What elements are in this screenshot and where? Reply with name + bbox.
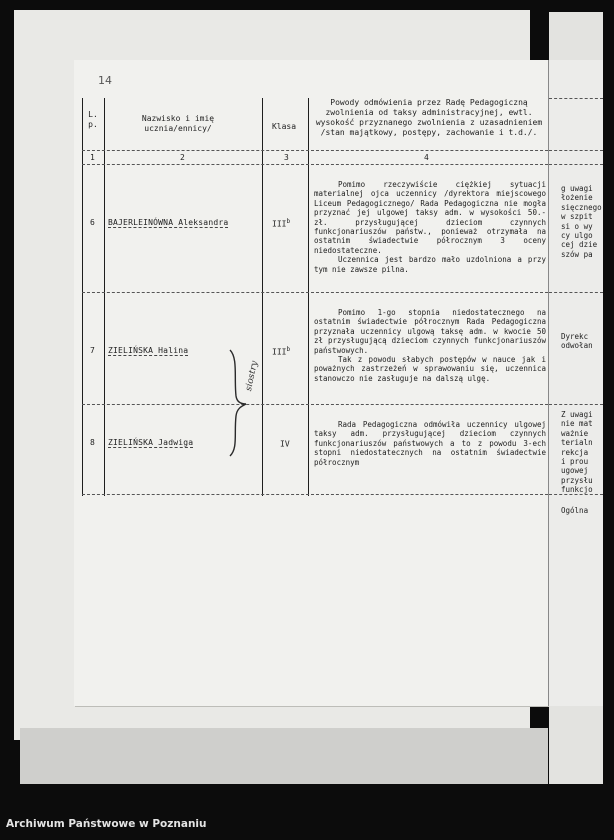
- row-number: 6: [90, 218, 95, 227]
- column-number-3: 3: [284, 153, 289, 162]
- table-rule-fragment: [549, 404, 603, 405]
- student-name: ZIELIŃSKA Halina: [108, 346, 189, 355]
- class-section: b: [286, 346, 291, 353]
- table-column-divider-1: [104, 98, 105, 496]
- refusal-reason: [314, 180, 546, 274]
- reason-paragraph: Rada Pedagogiczna odmówiła uczennicy ulgowej taksy adm. przysługującej dzieciom czynnych funkcjonariuszów państwowych a to z powodu 3-ech stopni niedostatecznych na ostatnim świadectwie półrocznym: [314, 420, 546, 467]
- adjacent-page-fragment: [548, 60, 603, 706]
- archive-label: Archiwum Państwowe w Poznaniu: [6, 818, 207, 830]
- table-column-divider-3: [308, 98, 309, 496]
- fragment-text: Z uwagi nie mat ważnie terialn rekcja i prou ugowej przysłu funkcjo: [561, 410, 593, 495]
- header-lp: L. p.: [88, 110, 98, 129]
- class-section: b: [286, 218, 291, 225]
- reason-paragraph: Pomimo rzeczywiście ciężkiej sytuacji materialnej ojca uczennicy /dyrektora miejscowego Liceum Pedagogicznego/ Rada Pedagogiczna nie mogła przyznać jej ulgowej taksy adm. w wysokości 50.- zł. przysługującej dzieciom czynnych funkcjonariuszów państw., ponieważ otrzymała na ostatnim świadectwie półrocznym 3 oceny niedostateczne.: [314, 180, 546, 255]
- header-class: Klasa: [271, 122, 297, 131]
- student-name: ZIELIŃSKA Jadwiga: [108, 438, 194, 447]
- table-rule-fragment: [549, 150, 603, 151]
- student-class: III$^b$: [272, 218, 291, 229]
- handwritten-annotation: siostry: [244, 360, 261, 393]
- fragment-text: Dyrekc odwołan: [561, 332, 593, 351]
- table-rule-fragment: [549, 292, 603, 293]
- table-column-divider-2: [262, 98, 263, 496]
- table-rule-fragment: [549, 164, 603, 165]
- header-name: Nazwisko i imię ucznia/ennicy/: [141, 114, 215, 133]
- table-border-left: [82, 98, 83, 496]
- row-number: 8: [90, 438, 95, 447]
- table-rule-colnum: [82, 164, 548, 165]
- column-number-2: 2: [180, 153, 185, 162]
- table-rule-row-6: [82, 292, 548, 293]
- table-rule-row-7: [82, 404, 548, 405]
- student-class: IV: [280, 439, 290, 449]
- reason-paragraph: Tak z powodu słabych postępów w nauce jak i poważnych zastrzeżeń w sprawowaniu się, uczennica stanowczo nie zasługuje na dalszą ulgę.: [314, 355, 546, 383]
- student-name: BAJERLEINÓWNA Aleksandra: [108, 218, 229, 227]
- scan-bottom-margin: [20, 728, 548, 784]
- table-rule-row-8: [82, 494, 548, 495]
- page-number: 14: [98, 74, 112, 87]
- reason-paragraph: Uczennica jest bardzo mało uzdolniona a przy tym nie zawsze pilna.: [314, 255, 546, 274]
- header-reason: Powody odmówienia przez Radę Pedagogiczną zwolnienia od taksy administracyjnej, ewtl. wysokość przyznanego zwolnienia z uzasadnieniem /stan majątkowy, postępy, zachowanie i t.d./.: [315, 98, 543, 137]
- table-rule-header: [82, 150, 548, 151]
- refusal-reason: [314, 308, 546, 383]
- reason-paragraph: Pomimo 1-go stopnia niedostatecznego na ostatnim świadectwie półrocznym Rada Pedagogiczna przyznała uczennicy ulgową taksę adm. w kwocie 50 zł przysługującą dzieciom czynnych funkcjonariuszów państwowych.: [314, 308, 546, 355]
- table-rule-fragment: [549, 98, 603, 99]
- refusal-reason: [314, 420, 546, 467]
- column-number-1: 1: [90, 153, 95, 162]
- row-number: 7: [90, 346, 95, 355]
- column-number-4: 4: [424, 153, 429, 162]
- fragment-text: g uwagi łożenie sięcznego w szpit si o wy cy ulgo cej dzie szów pa: [561, 184, 602, 259]
- fragment-text: Ogólna: [561, 506, 589, 515]
- student-class: III$^b$: [272, 346, 291, 357]
- document-page: [74, 60, 548, 706]
